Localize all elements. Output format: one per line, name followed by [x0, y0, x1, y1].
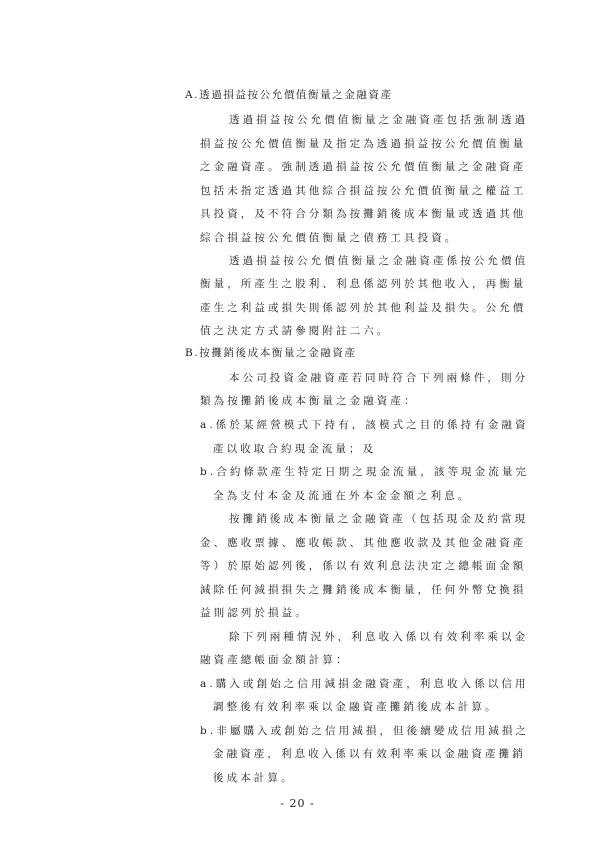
- para-b2-line: 金、應收票據、應收帳款、其他應收款及其他金融資產: [200, 537, 527, 549]
- para-b2-line: 減除任何減損損失之攤銷後成本衡量，任何外幣兌換損: [200, 584, 527, 596]
- page-number: - 20 -: [280, 797, 315, 810]
- para-b2-line: 按攤銷後成本衡量之金融資產（包括現金及約當現: [229, 513, 529, 525]
- para-a2-line: 衡量，所產生之股利、利息係認列於其他收入，再衡量: [200, 278, 527, 290]
- para-a1-line: 之金融資產。強制透過損益按公允價值衡量之金融資產: [200, 161, 527, 173]
- para-b3-line: 融資產總帳面金額計算：: [200, 654, 350, 666]
- heading-a: A.透過損益按公允價值衡量之金融資產: [185, 89, 393, 101]
- list-item-continuation: 金融資產，利息收入係以有效利率乘以金融資產攤銷: [213, 748, 526, 760]
- list-item: b.合約條款產生特定日期之現金流量，該等現金流量完: [200, 466, 530, 478]
- heading-b: B.按攤銷後成本衡量之金融資產: [185, 347, 357, 359]
- para-a1-line: 具投資，及不符合分類為按攤銷後成本衡量或透過其他: [200, 208, 527, 220]
- list-item: a.係於某經營模式下持有，該模式之目的係持有金融資: [200, 419, 529, 431]
- list-item-continuation: 全為支付本金及流通在外本金金額之利息。: [213, 490, 472, 502]
- para-b2-line: 益則認列於損益。: [200, 607, 309, 619]
- para-a2-line: 產生之利益或損失則係認列於其他利益及損失。公允價: [200, 302, 527, 314]
- para-a1-line: 包括未指定透過其他綜合損益按公允價值衡量之權益工: [200, 185, 527, 197]
- para-a1-line: 損益按公允價值衡量及指定為透過損益按公允價值衡量: [200, 138, 527, 150]
- para-b2-line: 等）於原始認列後，係以有效利息法決定之總帳面金額: [200, 560, 527, 572]
- para-a1-line: 透過損益按公允價值衡量之金融資產包括強制透過: [229, 114, 529, 126]
- list-item-continuation: 調整後有效利率乘以金融資產攤銷後成本計算。: [213, 701, 499, 713]
- para-b1-line: 本公司投資金融資產若同時符合下列兩條件，則分: [229, 372, 529, 384]
- para-b3-line: 除下列兩種情況外，利息收入係以有效利率乘以金: [229, 631, 529, 643]
- para-a2-line: 透過損益按公允價值衡量之金融資產係按公允價值: [229, 255, 529, 267]
- para-a1-line: 綜合損益按公允價值衡量之債務工具投資。: [200, 232, 459, 244]
- para-b1-line: 類為按攤銷後成本衡量之金融資產：: [200, 395, 418, 407]
- para-a2-line: 值之決定方式請參閱附註二六。: [200, 325, 391, 337]
- list-item: a.購入或創始之信用減損金融資產，利息收入係以信用: [200, 678, 529, 690]
- list-item-continuation: 產以收取合約現金流量；及: [213, 443, 377, 455]
- list-item: b.非屬購入或創始之信用減損，但後續變成信用減損之: [200, 725, 530, 737]
- list-item-continuation: 後成本計算。: [213, 772, 295, 784]
